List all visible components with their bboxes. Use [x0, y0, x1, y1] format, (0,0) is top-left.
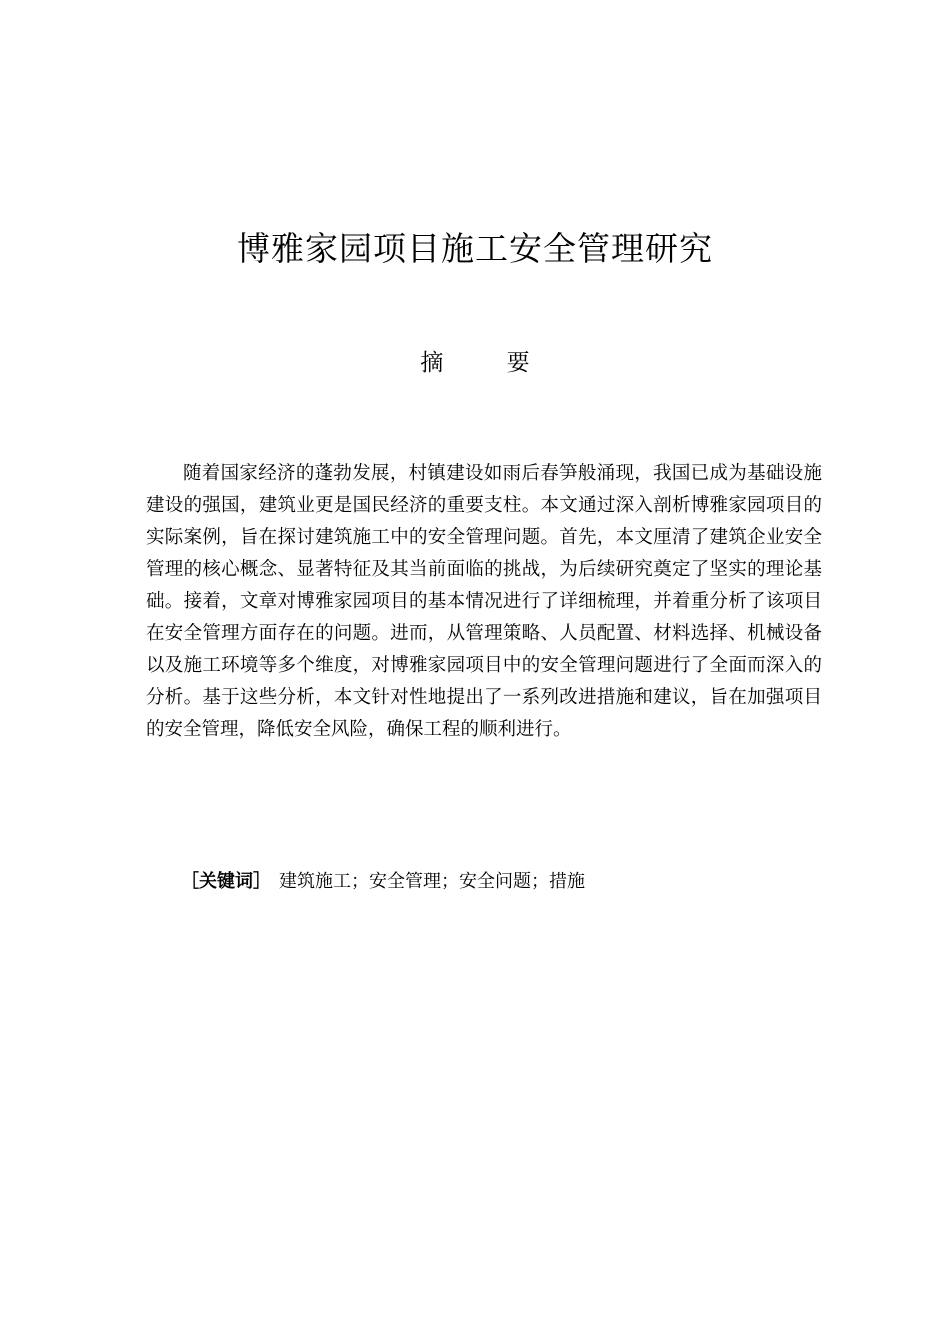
- keywords-line: [181, 866, 821, 898]
- page-title: 博雅家园项目施工安全管理研究: [237, 229, 713, 268]
- abstract-paragraph: 随着国家经济的蓬勃发展，村镇建设如雨后春笋般涌现，我国已成为基础设施建设的强国，建筑业更是国民经济的重要支柱。本文通过深入剖析博雅家园项目的实际案例，旨在探讨建筑施工中的安全管理问题。首先，本文厘清了建筑企业安全管理的核心概念、显著特征及其当前面临的挑战，为后续研究奠定了坚实的理论基础。接着，文章对博雅家园项目的基本情况进行了详细梳理，并着重分析了该项目在安全管理方面存在的问题。进而，从管理策略、人员配置、材料选择、机械设备以及施工环境等多个维度，对博雅家园项目中的安全管理问题进行了全面而深入的分析。基于这些分析，本文针对性地提出了一系列改进措施和建议，旨在加强项目的安全管理，降低安全风险，确保工程的顺利进行。: [146, 463, 822, 740]
- keywords-value: 建筑施工；安全管理；安全问题；措施: [279, 871, 585, 892]
- keywords-label: ［关键词］: [181, 871, 271, 892]
- abstract-heading: 摘 要: [420, 350, 558, 376]
